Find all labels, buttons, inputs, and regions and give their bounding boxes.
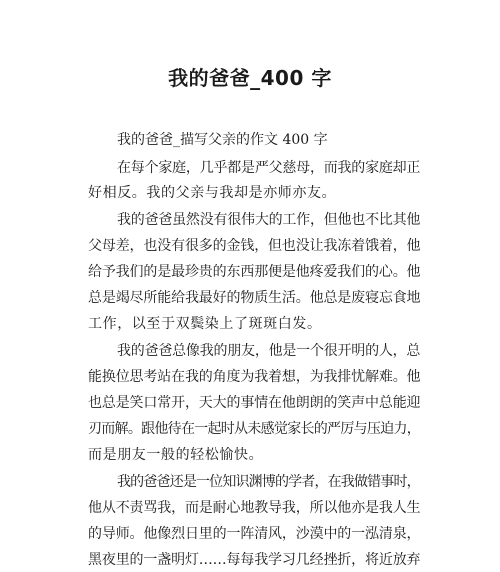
- text-line: 工作，以至于双鬓染上了斑斑白发。: [88, 316, 322, 332]
- text-line: 我的爸爸总像我的朋友，他是一个很开明的人，总: [117, 343, 421, 359]
- text-line: 刃而解。跟他待在一起时从未感觉家长的严厉与压迫力，: [88, 421, 420, 437]
- text-line: 我的爸爸虽然没有很伟大的工作，但他也不比其他: [117, 212, 421, 228]
- text-line: 父母差，也没有很多的金钱，但也没让我冻着饿着，他: [88, 238, 421, 254]
- document-title: 我的爸爸_400 字: [168, 66, 332, 90]
- text-line: 给予我们的是最珍贵的东西那便是他疼爱我们的心。他: [88, 264, 421, 280]
- text-line: 也总是笑口常开，天大的事情在他朗朗的笑声中总能迎: [88, 395, 421, 411]
- document-subtitle: 我的爸爸_描写父亲的作文 400 字: [117, 132, 328, 148]
- text-line: 他从不责骂我，而是耐心地教导我，所以他亦是我人生: [88, 500, 421, 516]
- text-line: 的导师。他像烈日里的一阵清风，沙漠中的一泓清泉，: [88, 526, 421, 542]
- text-line: 好相反。我的父亲与我却是亦师亦友。: [88, 185, 337, 201]
- text-line: 总是竭尽所能给我最好的物质生活。他总是废寝忘食地: [88, 290, 421, 306]
- text-line: 在每个家庭，几乎都是严父慈母，而我的家庭却正: [117, 160, 421, 176]
- text-line: 黑夜里的一盏明灯……每每我学习几经挫折，将近放弃: [88, 552, 421, 568]
- text-line: 我的爸爸还是一位知识渊博的学者，在我做错事时，: [117, 474, 420, 490]
- text-line: 能换位思考站在我的角度为我着想，为我排忧解难。他: [88, 369, 421, 385]
- text-line: 而是朋友一般的轻松愉快。: [88, 447, 264, 463]
